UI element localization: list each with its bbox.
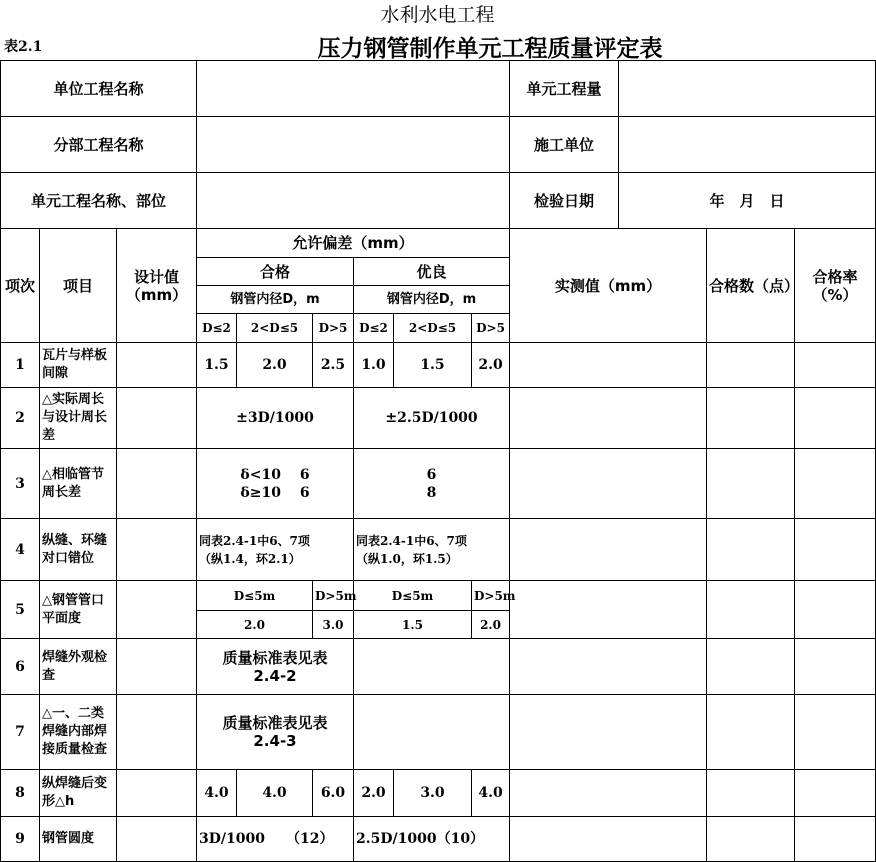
row-6-qualified: [197, 639, 354, 695]
header-q-d3: D>5: [313, 314, 354, 343]
row-3-measured[interactable]: [510, 449, 707, 519]
row-8-no: 8: [1, 770, 40, 817]
row-2-pass-rate[interactable]: [795, 388, 876, 449]
row-7-measured[interactable]: [510, 695, 707, 770]
row-7-no: 7: [1, 695, 40, 770]
row-4-pass-rate[interactable]: [795, 519, 876, 581]
row-3-design[interactable]: [117, 449, 197, 519]
header-e-d3: D>5: [472, 314, 510, 343]
row-2-item: △实际周长与设计周长差: [40, 388, 117, 449]
row-4-pass-count[interactable]: [707, 519, 795, 581]
unit-quantity-value[interactable]: [619, 61, 876, 117]
row-7-q-line2: 2.4-3: [253, 732, 297, 750]
row-7-q-line1: 质量标准表见表: [222, 714, 328, 732]
row-8-e1: 2.0: [354, 770, 394, 817]
row-9-measured[interactable]: [510, 817, 707, 862]
header-diameter-excellent: 钢管内径D，m: [354, 286, 510, 314]
row-5-no: 5: [1, 581, 40, 639]
sub-project-value[interactable]: [197, 117, 510, 173]
header-allowed: 允许偏差（mm）: [197, 229, 510, 258]
element-value[interactable]: [197, 173, 510, 229]
row-1-e2: 1.5: [394, 343, 472, 388]
header-e-d1: D≤2: [354, 314, 394, 343]
header-excellent: 优良: [354, 258, 510, 286]
row-3-item: △相临管节周长差: [40, 449, 117, 519]
row-3-no: 3: [1, 449, 40, 519]
row-8-measured[interactable]: [510, 770, 707, 817]
row-1-pass-rate[interactable]: [795, 343, 876, 388]
row-7-excellent: [354, 695, 510, 770]
row-1-q1: 1.5: [197, 343, 237, 388]
header-qualified: 合格: [197, 258, 354, 286]
row-1-q2: 2.0: [237, 343, 313, 388]
row-3-q-line2: δ≥10 6: [240, 484, 310, 501]
document-header: 水利水电工程: [380, 4, 495, 26]
row-4-excellent: [354, 519, 510, 581]
row-4-e-line2: （纵1.0，环1.5）: [356, 551, 458, 566]
row-3-qualified: [197, 449, 354, 519]
row-9-pass-rate[interactable]: [795, 817, 876, 862]
contractor-label: 施工单位: [510, 117, 619, 173]
row-5-measured[interactable]: [510, 581, 707, 639]
row-4-no: 4: [1, 519, 40, 581]
row-1-measured[interactable]: [510, 343, 707, 388]
row-8-item: 纵焊缝后变形△h: [40, 770, 117, 817]
row-5-e-h1: D≤5m: [354, 581, 472, 611]
row-5-e1: 1.5: [354, 611, 472, 639]
row-6-item: 焊缝外观检查: [40, 639, 117, 695]
row-2-measured[interactable]: [510, 388, 707, 449]
row-8-e2: 3.0: [394, 770, 472, 817]
row-1-e1: 1.0: [354, 343, 394, 388]
row-5-pass-count[interactable]: [707, 581, 795, 639]
row-2-qualified: ±3D/1000: [197, 388, 354, 449]
row-6-excellent: [354, 639, 510, 695]
row-7-qualified: [197, 695, 354, 770]
header-q-d1: D≤2: [197, 314, 237, 343]
row-3-pass-count[interactable]: [707, 449, 795, 519]
table-number: 表2.1: [4, 39, 43, 55]
row-5-design[interactable]: [117, 581, 197, 639]
row-4-q-line2: （纵1.4，环2.1）: [199, 551, 301, 566]
row-8-q2: 4.0: [237, 770, 313, 817]
element-label: 单元工程名称、部位: [1, 173, 197, 229]
row-3-q-line1: δ<10 6: [240, 466, 310, 483]
row-9-qualified: 3D/1000 （12）: [197, 817, 354, 862]
header-q-d2: 2<D≤5: [237, 314, 313, 343]
row-3-excellent: [354, 449, 510, 519]
row-8-pass-count[interactable]: [707, 770, 795, 817]
row-7-pass-rate[interactable]: [795, 695, 876, 770]
row-9-design[interactable]: [117, 817, 197, 862]
row-8-e3: 4.0: [472, 770, 510, 817]
row-4-q-line1: 同表2.4-1中6、7项: [199, 533, 310, 548]
row-5-item: △钢管管口平面度: [40, 581, 117, 639]
sub-project-label: 分部工程名称: [1, 117, 197, 173]
row-3-e-line1: 6: [426, 466, 437, 483]
row-7-item: △一、二类焊缝内部焊接质量检查: [40, 695, 117, 770]
row-8-q3: 6.0: [313, 770, 354, 817]
row-5-e2: 2.0: [472, 611, 510, 639]
row-1-design[interactable]: [117, 343, 197, 388]
unit-quantity-label: 单元工程量: [510, 61, 619, 117]
row-9-pass-count[interactable]: [707, 817, 795, 862]
row-7-pass-count[interactable]: [707, 695, 795, 770]
header-item-no: 项次: [1, 229, 40, 343]
row-7-design[interactable]: [117, 695, 197, 770]
row-4-measured[interactable]: [510, 519, 707, 581]
row-2-design[interactable]: [117, 388, 197, 449]
page-title: 压力钢管制作单元工程质量评定表: [317, 36, 663, 62]
row-5-q2: 3.0: [313, 611, 354, 639]
row-5-q-h1: D≤5m: [197, 581, 313, 611]
header-design: 设计值（mm）: [117, 229, 197, 343]
row-6-pass-count[interactable]: [707, 639, 795, 695]
header-pass-count: 合格数（点）: [707, 229, 795, 343]
row-9-excellent: 2.5D/1000（10）: [354, 817, 510, 862]
row-1-pass-count[interactable]: [707, 343, 795, 388]
unit-project-label: 单位工程名称: [1, 61, 197, 117]
row-5-e-h2: D>5m: [472, 581, 510, 611]
row-5-q1: 2.0: [197, 611, 313, 639]
row-1-no: 1: [1, 343, 40, 388]
row-5-q-h2: D>5m: [313, 581, 354, 611]
row-9-no: 9: [1, 817, 40, 862]
row-6-design[interactable]: [117, 639, 197, 695]
contractor-value[interactable]: [619, 117, 876, 173]
row-1-item: 瓦片与样板间隙: [40, 343, 117, 388]
row-8-design[interactable]: [117, 770, 197, 817]
row-3-e-line2: 8: [426, 484, 437, 501]
row-2-pass-count[interactable]: [707, 388, 795, 449]
row-1-e3: 2.0: [472, 343, 510, 388]
row-3-pass-rate[interactable]: [795, 449, 876, 519]
row-6-no: 6: [1, 639, 40, 695]
row-4-design[interactable]: [117, 519, 197, 581]
row-4-item: 纵缝、环缝对口错位: [40, 519, 117, 581]
header-diameter-qualified: 钢管内径D，m: [197, 286, 354, 314]
row-6-q-line2: 2.4-2: [253, 666, 297, 685]
row-1-q3: 2.5: [313, 343, 354, 388]
header-measured: 实测值（mm）: [510, 229, 707, 343]
header-item: 项目: [40, 229, 117, 343]
row-2-no: 2: [1, 388, 40, 449]
header-e-d2: 2<D≤5: [394, 314, 472, 343]
row-2-excellent: ±2.5D/1000: [354, 388, 510, 449]
header-pass-rate: 合格率（%）: [795, 229, 876, 343]
row-5-pass-rate[interactable]: [795, 581, 876, 639]
evaluation-table: [0, 60, 876, 862]
row-6-measured[interactable]: [510, 639, 707, 695]
row-6-pass-rate[interactable]: [795, 639, 876, 695]
inspect-date-label: 检验日期: [510, 173, 619, 229]
inspect-date-value[interactable]: 年 月 日: [619, 173, 876, 229]
row-8-pass-rate[interactable]: [795, 770, 876, 817]
row-9-item: 钢管圆度: [40, 817, 117, 862]
unit-project-value[interactable]: [197, 61, 510, 117]
row-4-e-line1: 同表2.4-1中6、7项: [356, 533, 467, 548]
row-4-qualified: [197, 519, 354, 581]
row-6-q-line1: 质量标准表见表: [222, 648, 328, 667]
row-8-q1: 4.0: [197, 770, 237, 817]
